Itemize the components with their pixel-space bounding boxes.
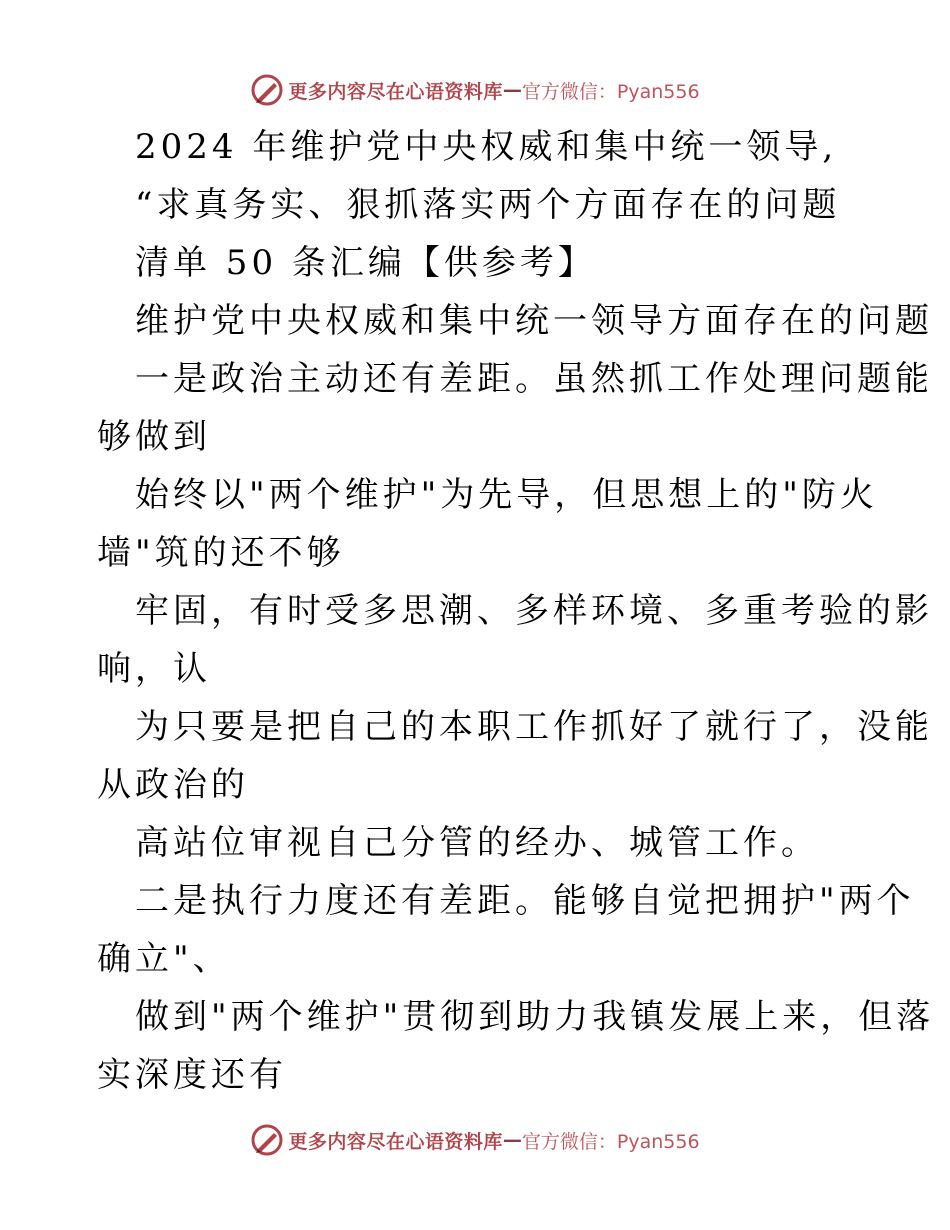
title-line-3: 清单 50 条汇编【供参考】 <box>135 243 596 283</box>
paragraph-line: 二是执行力度还有差距。能够自觉把拥护"两个 <box>135 881 915 921</box>
paragraph-line: 确立"、 <box>97 939 231 979</box>
paragraph-line: 始终以"两个维护"为先导，但思想上的"防火 <box>135 475 878 515</box>
paragraph-line: 一是政治主动还有差距。虽然抓工作处理问题能 <box>135 359 933 399</box>
header-library-text: 更多内容尽在心语资料库 <box>288 80 503 103</box>
header-separator: — <box>502 79 522 101</box>
footer-library-text: 更多内容尽在心语资料库 <box>288 1130 503 1153</box>
paragraph-line: 为只要是把自己的本职工作抓好了就行了，没能 <box>135 707 933 747</box>
section-heading: 维护党中央权威和集中统一领导方面存在的问题 <box>135 301 933 341</box>
pen-logo-icon <box>250 73 284 107</box>
footer-separator: — <box>502 1129 522 1151</box>
paragraph-line: 牢固，有时受多思潮、多样环境、多重考验的影 <box>135 591 933 631</box>
paragraph-line: 实深度还有 <box>97 1055 287 1095</box>
paragraph-line: 高站位审视自己分管的经办、城管工作。 <box>135 823 819 863</box>
paragraph-line: 做到"两个维护"贯彻到助力我镇发展上来，但落 <box>135 997 935 1037</box>
paragraph-line: 够做到 <box>97 417 211 457</box>
title-line-1: 2024 年维护党中央权威和集中统一领导, <box>135 127 838 167</box>
title-line-2: “求真务实、狠抓落实两个方面存在的问题 <box>135 185 841 225</box>
paragraph-line: 墙"筑的还不够 <box>97 533 345 573</box>
footer-watermark-banner <box>0 1120 950 1160</box>
document-body <box>97 118 935 1104</box>
footer-wechat-text: 官方微信：Pyan556 <box>521 1130 700 1153</box>
header-wechat-text: 官方微信：Pyan556 <box>521 80 700 103</box>
paragraph-line: 响，认 <box>97 649 211 689</box>
header-watermark-banner <box>0 70 950 110</box>
pen-logo-icon <box>250 1123 284 1157</box>
paragraph-line: 从政治的 <box>97 765 249 805</box>
